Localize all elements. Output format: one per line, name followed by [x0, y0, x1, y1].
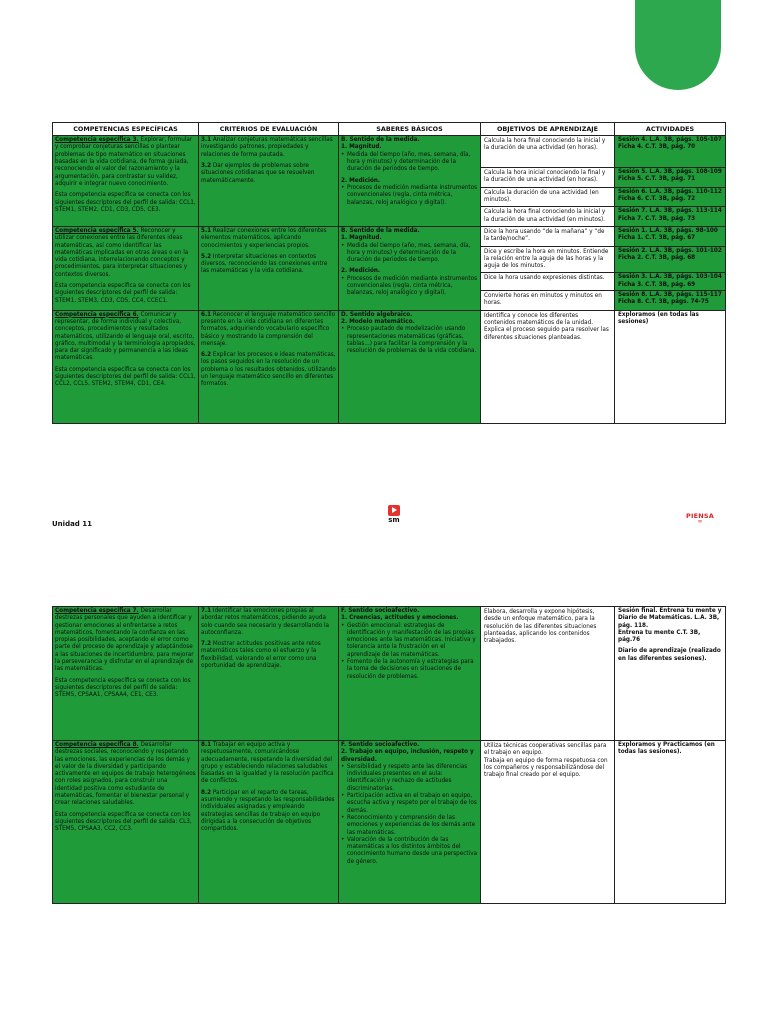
- header-competencias: COMPETENCIAS ESPECÍFICAS: [53, 123, 199, 136]
- competencia-title: Competencia específica 7.: [55, 608, 139, 614]
- objetivo-cell: Dice la hora usando “de la mañana” y “de la tarde/noche”.: [481, 226, 615, 246]
- competencia-title: Competencia específica 6.: [55, 311, 139, 318]
- curriculum-table-bottom: [52, 606, 726, 904]
- saber-heading: F. Sentido socioafectivo.: [341, 742, 420, 748]
- saber-subheading: 2. Medición.: [341, 177, 381, 184]
- criterio-text: Interpretar situaciones en contextos diversos, reconociendo las conexiones entre las matemáticas y la vida cotidiana.: [201, 253, 328, 275]
- actividad-session: Sesión 6. L.A. 3B, págs. 110-112: [618, 188, 722, 195]
- competencia-descriptors: Esta competencia específica se conecta con los siguientes descriptores del perfil de salida: CCL1, STEM1, STEM2, CD1, CD3, CD5, CE3.: [55, 192, 196, 213]
- competencia-text: Comunicar y representar, de forma individual y colectiva, conceptos, procedimientos y resultados matemáticos, utilizando el lenguaje oral, escrito, gráfico, multimodal y la terminología apropiados, para dar significado y permanencia a las ideas matemáticas.: [55, 311, 196, 362]
- criterio-number: 8.1: [201, 742, 212, 748]
- saberes-cell: [339, 226, 481, 310]
- competencia-descriptors: Esta competencia específica se conecta con los siguientes descriptores del perfil de salida: STEM5, CPSAA1, CPSAA4, CE1, CE3.: [55, 677, 191, 699]
- criterio-number: 3.2: [201, 163, 212, 170]
- actividad-ficha: Ficha 3. C.T. 3B, pág. 69: [618, 281, 696, 288]
- objetivo-text: Utiliza técnicas cooperativas sencillas para el trabajo en equipo.: [484, 743, 607, 757]
- competencia-cell: [53, 310, 199, 423]
- objetivo-cell: Calcula la hora final conociendo la inicial y la duración de una actividad (en minutos).: [481, 207, 615, 227]
- criterio-text: Trabajar en equipo activa y respetuosamente, comunicándose adecuadamente, respetando la diversidad del grupo y estableciendo relaciones saludables basadas en la igualdad y la resolución pacífica de conflictos.: [201, 742, 334, 785]
- criterio-text: Identificar las emociones propias al abordar retos matemáticos, pidiendo ayuda solo cuando sea necesario y desarrollando la autoconfianza.: [201, 608, 330, 636]
- criterio-text: Participar en el reparto de tareas, asumiendo y respetando las responsabilidades individuales asignadas y empleando estrategias sencillas de trabajo en equipo dirigidas a la consecución de objetivos compartidos.: [201, 789, 335, 833]
- competencia-cell: [53, 741, 199, 904]
- criterio-text: Explicar los procesos e ideas matemáticas, los pasos seguidos en la resolución de un problema o los resultados obtenidos, utilizando un lenguaje matemático sencillo en diferentes formatos.: [201, 352, 336, 388]
- sm-logo-text: sm: [388, 516, 400, 524]
- criterio-number: 7.1: [201, 608, 212, 614]
- competencia-cell: [53, 226, 199, 310]
- saber-bullet: • Proceso pautado de modelización usando representaciones matemáticas (gráficas, tablas...) para facilitar la comprensión y la resolución de problemas de la vida cotidiana.: [341, 326, 478, 355]
- actividad-cell: [615, 187, 726, 207]
- actividad-session: Sesión 2. L.A. 3B, págs. 101-102: [618, 247, 722, 254]
- infinity-icon: ∞: [697, 518, 703, 525]
- competencia-text: Explorar, formular y comprobar conjeturas sencillas o plantear problemas de tipo matemático en situaciones basadas en la vida cotidiana, de forma guiada, reconociendo el valor del razonamiento y la argumentación, para contrastar su validez, adquirir e integrar nuevo conocimiento.: [55, 137, 193, 187]
- saberes-cell: [339, 741, 481, 904]
- saber-heading: F. Sentido socioafectivo.: [341, 608, 420, 614]
- sm-play-icon: [388, 505, 400, 516]
- sm-logo: [386, 505, 402, 529]
- objetivo-cell: [481, 741, 615, 904]
- table-row: [53, 741, 726, 904]
- table-row: [53, 226, 726, 246]
- saber-bullet: • Medida del tiempo (año, mes, semana, día, hora y minutos) y determinación de la duración de periodos de tiempo.: [341, 152, 478, 174]
- actividad-cell: [615, 226, 726, 246]
- objetivo-text: Trabaja en equipo de forma respetuosa con los compañeros y responsabilizándose del trabajo final creado por el equipo.: [484, 757, 608, 779]
- competencia-cell: [53, 607, 199, 741]
- header-saberes: SABERES BÁSICOS: [339, 123, 481, 136]
- criterio-number: 7.2: [201, 641, 212, 648]
- table-row: [53, 310, 726, 423]
- criterio-number: 5.1: [201, 227, 212, 234]
- objetivo-cell: Calcula la hora inicial conociendo la final y la duración de una actividad (en horas).: [481, 168, 615, 188]
- criterios-cell: [199, 310, 339, 423]
- table-row: [53, 607, 726, 741]
- criterio-number: 8.2: [201, 789, 212, 796]
- table-row: [53, 136, 726, 168]
- saber-subheading: 2. Modelo matemático.: [341, 318, 415, 325]
- criterio-number: 6.2: [201, 352, 212, 359]
- actividad-session: Sesión 7. L.A. 3B, págs. 113-114: [618, 208, 722, 215]
- actividad-cell: [615, 136, 726, 168]
- actividad-cell: [615, 291, 726, 311]
- green-decorative-shape: [635, 0, 721, 90]
- piensa-logo: [686, 512, 714, 525]
- actividad-cell: [615, 741, 726, 904]
- saber-bullet: • Sensibilidad y respeto ante las diferencias individuales presentes en el aula: identificación y rechazo de actitudes discriminatorias.: [341, 764, 478, 793]
- actividad-session: Sesión 8. L.A. 3B, págs. 115-117: [618, 292, 722, 299]
- saber-bullet: • Procesos de medición mediante instrumentos convencionales (regla, cinta métrica, balanzas, reloj analógico y digital).: [341, 276, 478, 298]
- competencia-text: Desarrollar destrezas sociales, reconociendo y respetando las emociones, las experiencias de los demás y el valor de la diversidad y participando activamente en equipos de trabajo heterogéneos con roles asignados, para construir una identidad positiva como estudiante de matemáticas, fomentar el bienestar personal y crear relaciones saludables.: [55, 742, 196, 807]
- saberes-cell: [339, 310, 481, 423]
- actividad-text: Exploramos y Practicamos (en todas las sesiones).: [618, 742, 715, 756]
- competencia-descriptors: Esta competencia específica se conecta con los siguientes descriptores del perfil de salida: STEM1, STEM3, CD3, CD5, CC4, CCEC1.: [55, 283, 191, 304]
- competencia-title: Competencia específica 8.: [55, 742, 139, 748]
- actividad-ficha: Ficha 4. C.T. 3B, pág. 70: [618, 144, 696, 151]
- actividad-ficha: Ficha 1. C.T. 3B, pág. 67: [618, 235, 696, 242]
- competencia-descriptors: Esta competencia específica se conecta con los siguientes descriptores del perfil de salida: CL3, STEM5, CPSAA3, CC2, CC3.: [55, 811, 192, 833]
- saber-subheading: 2. Trabajo en equipo, inclusión, respeto y diversidad.: [341, 749, 474, 763]
- saber-bullet: • Fomento de la autonomía y estrategias para la toma de decisiones en situaciones de resolución de problemas.: [341, 659, 478, 681]
- objetivo-cell: Dice la hora usando expresiones distintas.: [481, 273, 615, 291]
- table-header-row: [53, 123, 726, 136]
- competencia-cell: [53, 136, 199, 227]
- objetivo-text: Explica el proceso seguido para resolver las diferentes situaciones planteadas.: [484, 327, 609, 341]
- saberes-cell: [339, 136, 481, 227]
- header-actividades: ACTIVIDADES: [615, 123, 726, 136]
- actividad-text: Diario de aprendizaje (realizado en las diferentes sesiones).: [618, 648, 721, 662]
- objetivo-cell: [481, 607, 615, 741]
- criterio-text: Mostrar actitudes positivas ante retos matemáticos tales como el esfuerzo y la flexibilidad, valorando el error como una oportunidad de aprendizaje.: [201, 641, 321, 670]
- objetivo-cell: Calcula la hora final conociendo la inicial y la duración de una actividad (en horas).: [481, 136, 615, 168]
- actividad-cell: [615, 168, 726, 188]
- header-criterios: CRITERIOS DE EVALUACIÓN: [199, 123, 339, 136]
- piensa-logo-text: PIENSA: [686, 512, 714, 520]
- saber-bullet: • Participación activa en el trabajo en equipo, escucha activa y respeto por el trabajo de los demás.: [341, 793, 478, 815]
- actividad-cell: [615, 246, 726, 273]
- criterio-text: Reconocer el lenguaje matemático sencillo presente en la vida cotidiana en diferentes formatos, adquiriendo vocabulario específico básico y mostrando la comprensión del mensaje.: [201, 311, 336, 347]
- saber-bullet: • Gestión emocional: estrategias de identificación y manifestación de las propias emociones ante las matemáticas. Iniciativa y tolerancia ante la frustración en el aprendizaje de las matemáticas.: [341, 623, 478, 659]
- actividad-cell: [615, 273, 726, 291]
- competencia-descriptors: Esta competencia específica se conecta con los siguientes descriptores del perfil de salida: CCL1, CCL2, CCL5, STEM2, STEM4, CD1, CE4.: [55, 366, 196, 388]
- actividad-ficha: Ficha 2. C.T. 3B, pág. 68: [618, 254, 696, 261]
- saber-bullet: • Valoración de la contribución de las matemáticas a los distintos ámbitos del conocimiento humano desde una perspectiva de género.: [341, 837, 478, 866]
- actividad-text: Sesión final. Entrena tu mente y Diario de Matemáticas. L.A. 3B, pág. 118.: [618, 608, 722, 629]
- saber-subheading: 1. Magnitud.: [341, 235, 382, 242]
- actividad-text: Exploramos (en todas las sesiones): [618, 311, 699, 325]
- competencia-title: Competencia específica 5.: [55, 227, 139, 234]
- saberes-cell: [339, 607, 481, 741]
- criterio-text: Dar ejemplos de problemas sobre situaciones cotidianas que se resuelven matemáticamente.: [201, 163, 315, 184]
- saber-heading: B. Sentido de la medida.: [341, 227, 420, 234]
- objetivo-cell: [481, 310, 615, 423]
- saber-subheading: 2. Medición.: [341, 268, 381, 275]
- criterio-number: 3.1: [201, 137, 212, 144]
- criterios-cell: [199, 226, 339, 310]
- actividad-cell: [615, 310, 726, 423]
- competencia-text: Desarrollar destrezas personales que ayuden a identificar y gestionar emociones al enfrentarse a retos matemáticos, fomentando la confianza en las propias posibilidades, aceptando el error como parte del proceso de aprendizaje y adaptándose a las situaciones de incertidumbre, para mejorar la perseverancia y disfrutar en el aprendizaje de las matemáticas.: [55, 608, 194, 673]
- saber-heading: D. Sentido algebraico.: [341, 311, 413, 318]
- criterios-cell: [199, 607, 339, 741]
- header-objetivos: OBJETIVOS DE APRENDIZAJE: [481, 123, 615, 136]
- saber-subheading: 1. Magnitud.: [341, 144, 382, 151]
- saber-bullet: • Medida del tiempo (año, mes, semana, día, hora y minutos) y determinación de la duración de periodos de tiempo.: [341, 243, 478, 265]
- actividad-ficha: Ficha 5. C.T. 3B, pág. 71: [618, 176, 696, 183]
- criterios-cell: [199, 741, 339, 904]
- actividad-session: Sesión 1. L.A. 3B, págs. 98-100: [618, 227, 718, 234]
- unit-label: Unidad 11: [52, 520, 92, 528]
- saber-subheading: 1. Creencias, actitudes y emociones.: [341, 615, 459, 622]
- criterio-text: Analizar conjeturas matemáticas sencillas investigando patrones, propiedades y relaciones de forma pautada.: [201, 137, 333, 158]
- criterio-number: 5.2: [201, 253, 212, 260]
- criterios-cell: [199, 136, 339, 227]
- criterio-text: Realizar conexiones entre los diferentes elementos matemáticos, aplicando conocimientos y experiencias propios.: [201, 227, 327, 249]
- objetivo-text: Elabora, desarrolla y expone hipótesis, desde un enfoque matemático, para la resolución de las diferentes situaciones planteadas, aplicando los contenidos trabajados.: [484, 609, 597, 645]
- actividad-text: Entrena tu mente C.T. 3B, pág.76: [618, 629, 701, 644]
- actividad-cell: [615, 607, 726, 741]
- actividad-ficha: Ficha 8. C.T. 3B, págs. 74-75: [618, 299, 709, 306]
- saber-bullet: • Reconocimiento y comprensión de las emociones y experiencias de los demás ante las matemáticas.: [341, 815, 478, 837]
- curriculum-table-top: [52, 122, 726, 424]
- saber-heading: B. Sentido de la medida.: [341, 137, 420, 144]
- objetivo-cell: Calcula la duración de una actividad (en minutos).: [481, 187, 615, 207]
- actividad-session: Sesión 4. L.A. 3B, págs. 105-107: [618, 137, 722, 144]
- actividad-ficha: Ficha 6. C.T. 3B, pág. 72: [618, 196, 696, 203]
- saber-bullet: • Procesos de medición mediante instrumentos convencionales (regla, cinta métrica, balanzas, reloj analógico y digital).: [341, 185, 478, 207]
- actividad-session: Sesión 3. L.A. 3B, págs. 103-104: [618, 274, 722, 281]
- criterio-number: 6.1: [201, 311, 212, 318]
- objetivo-cell: Convierte horas en minutos y minutos en horas.: [481, 291, 615, 311]
- objetivo-cell: Dice y escribe la hora en minutos. Entiende la relación entre la aguja de las horas y la aguja de los minutos.: [481, 246, 615, 273]
- objetivo-text: Identifica y conoce los diferentes contenidos matemáticos de la unidad.: [484, 312, 594, 326]
- competencia-title: Competencia específica 3.: [55, 137, 139, 144]
- actividad-session: Sesión 5. L.A. 3B, págs. 108-109: [618, 169, 722, 176]
- actividad-ficha: Ficha 7. C.T. 3B, pág. 73: [618, 215, 696, 222]
- actividad-cell: [615, 207, 726, 227]
- competencia-text: Reconocer y utilizar conexiones entre las diferentes ideas matemáticas, así como identificar las matemáticas implicadas en otras áreas o en la vida cotidiana, interrelacionando conceptos y procedimientos, para interpretar situaciones y contextos diversos.: [55, 227, 189, 278]
